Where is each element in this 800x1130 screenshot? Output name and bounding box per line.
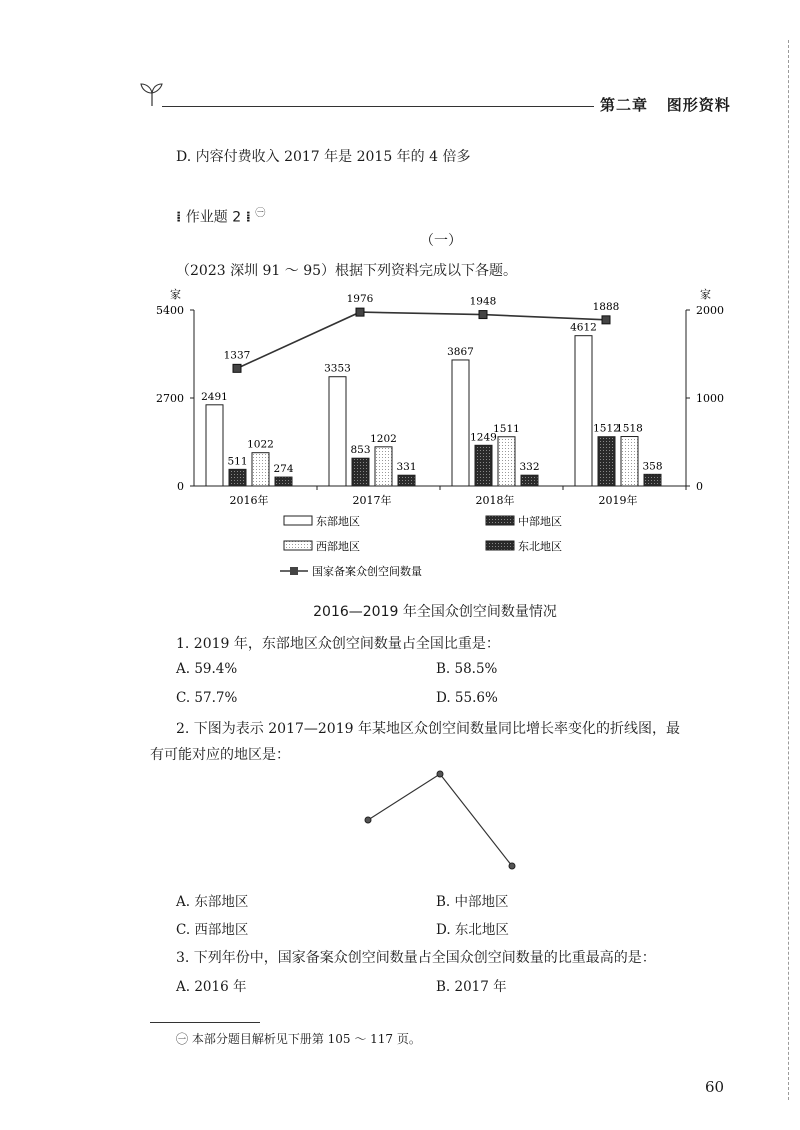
- question-1: 1. 2019 年，东部地区众创空间数量占全国比重是：: [176, 636, 500, 652]
- bar-4: [275, 477, 292, 486]
- bar-value-label: 332: [519, 461, 540, 474]
- left-tick-label: 2700: [156, 392, 184, 405]
- q1-option-c[interactable]: C. 57.7%: [176, 690, 238, 706]
- line-value-label: 1976: [346, 293, 374, 306]
- legend-line-marker: [290, 567, 298, 575]
- bar-value-label: 331: [396, 461, 417, 474]
- left-axis-unit: 家: [170, 288, 181, 301]
- bar-3: [375, 447, 392, 486]
- bar-value-label: 1249: [470, 431, 497, 444]
- right-tick-label: 2000: [696, 304, 724, 317]
- line-value-label: 1948: [469, 295, 497, 308]
- bar-4: [521, 475, 538, 486]
- x-tick-label: 2017年: [352, 494, 392, 507]
- bar-2: [598, 437, 615, 486]
- intro-text: （2023 深圳 91 ～ 95）根据下列资料完成以下各题。: [176, 263, 518, 279]
- page-number: 60: [705, 1078, 725, 1096]
- right-tick-label: 1000: [696, 392, 724, 405]
- bar-3: [252, 453, 269, 486]
- legend-label: 中部地区: [518, 515, 562, 528]
- legend-label: 东北地区: [518, 540, 562, 553]
- bar-1: [206, 405, 223, 486]
- line-point: [602, 316, 610, 324]
- homework-heading: ⁞ 作业题 2 ⁞ $^㊀$: [176, 208, 266, 226]
- bar-2: [352, 458, 369, 486]
- legend-swatch: [486, 516, 514, 525]
- bar-value-label: 4612: [570, 321, 597, 334]
- bar-4: [644, 474, 661, 486]
- mini-point: [509, 863, 515, 869]
- line-value-label: 1888: [592, 300, 620, 313]
- q2-option-b[interactable]: B. 中部地区: [436, 894, 509, 910]
- question-3: 3. 下列年份中，国家备案众创空间数量占全国众创空间数量的比重最高的是：: [176, 950, 656, 966]
- line-point: [479, 311, 487, 319]
- legend-label: 国家备案众创空间数量: [312, 565, 422, 578]
- bar-2: [475, 445, 492, 486]
- bracket-left-icon: ⁞: [176, 209, 182, 226]
- q1-option-a[interactable]: A. 59.4%: [176, 661, 238, 677]
- bar-value-label: 2491: [201, 390, 228, 403]
- line-point: [356, 308, 364, 316]
- bar-4: [398, 475, 415, 486]
- bar-value-label: 1022: [247, 438, 274, 451]
- bar-value-label: 274: [273, 463, 294, 476]
- line-series: [237, 312, 606, 368]
- bar-1: [575, 336, 592, 486]
- line-point: [233, 364, 241, 372]
- right-tick-label: 0: [696, 480, 703, 493]
- bar-value-label: 1202: [370, 432, 397, 445]
- legend-label: 东部地区: [316, 515, 360, 528]
- previous-option-d: D. 内容付费收入 2017 年是 2015 年的 4 倍多: [176, 149, 471, 165]
- bar-1: [452, 360, 469, 486]
- mini-point: [437, 771, 443, 777]
- bar-3: [498, 437, 515, 486]
- footnote: ㊀ 本部分题目解析见下册第 105 ～ 117 页。: [176, 1032, 421, 1046]
- bar-value-label: 1518: [616, 422, 643, 435]
- bar-value-label: 853: [350, 444, 371, 457]
- left-tick-label: 5400: [156, 304, 184, 317]
- footnote-marker: ㊀: [255, 208, 266, 219]
- bar-value-label: 1512: [593, 422, 620, 435]
- q1-option-d[interactable]: D. 55.6%: [436, 690, 498, 706]
- chapter-header: 第二章 图形资料: [600, 96, 731, 114]
- legend-swatch: [284, 516, 312, 525]
- q2-option-c[interactable]: C. 西部地区: [176, 922, 249, 938]
- q2-option-a[interactable]: A. 东部地区: [176, 894, 249, 910]
- right-axis-unit: 家: [700, 288, 711, 301]
- x-tick-label: 2018年: [475, 494, 515, 507]
- page-edge: [788, 40, 789, 1100]
- q1-option-b[interactable]: B. 58.5%: [436, 661, 498, 677]
- part-title: （一）: [420, 233, 462, 249]
- footnote-rule: [150, 1022, 260, 1023]
- legend-swatch: [284, 541, 312, 550]
- bar-value-label: 1511: [493, 422, 520, 435]
- mini-line: [368, 774, 512, 866]
- bar-3: [621, 437, 638, 486]
- bar-1: [329, 377, 346, 486]
- x-tick-label: 2019年: [598, 494, 638, 507]
- left-tick-label: 0: [177, 480, 184, 493]
- mini-growth-line-chart: [340, 760, 540, 880]
- legend-label: 西部地区: [316, 540, 360, 553]
- question-2-line2: 有可能对应的地区是：: [150, 747, 290, 763]
- mini-point: [365, 817, 371, 823]
- bar-2: [229, 469, 246, 486]
- bar-value-label: 3353: [324, 362, 351, 375]
- question-2-line1: 2. 下图为表示 2017—2019 年某地区众创空间数量同比增长率变化的折线图，最: [176, 721, 680, 737]
- bar-value-label: 511: [227, 455, 248, 468]
- x-tick-label: 2016年: [229, 494, 269, 507]
- bracket-right-icon: ⁞: [245, 209, 251, 226]
- q3-option-b[interactable]: B. 2017 年: [436, 979, 507, 995]
- bar-value-label: 3867: [447, 345, 474, 358]
- chart-title: 2016—2019 年全国众创空间数量情况: [313, 604, 557, 620]
- line-value-label: 1337: [223, 349, 251, 362]
- q2-option-d[interactable]: D. 东北地区: [436, 922, 509, 938]
- q3-option-a[interactable]: A. 2016 年: [176, 979, 247, 995]
- legend-swatch: [486, 541, 514, 550]
- bar-value-label: 358: [642, 460, 663, 473]
